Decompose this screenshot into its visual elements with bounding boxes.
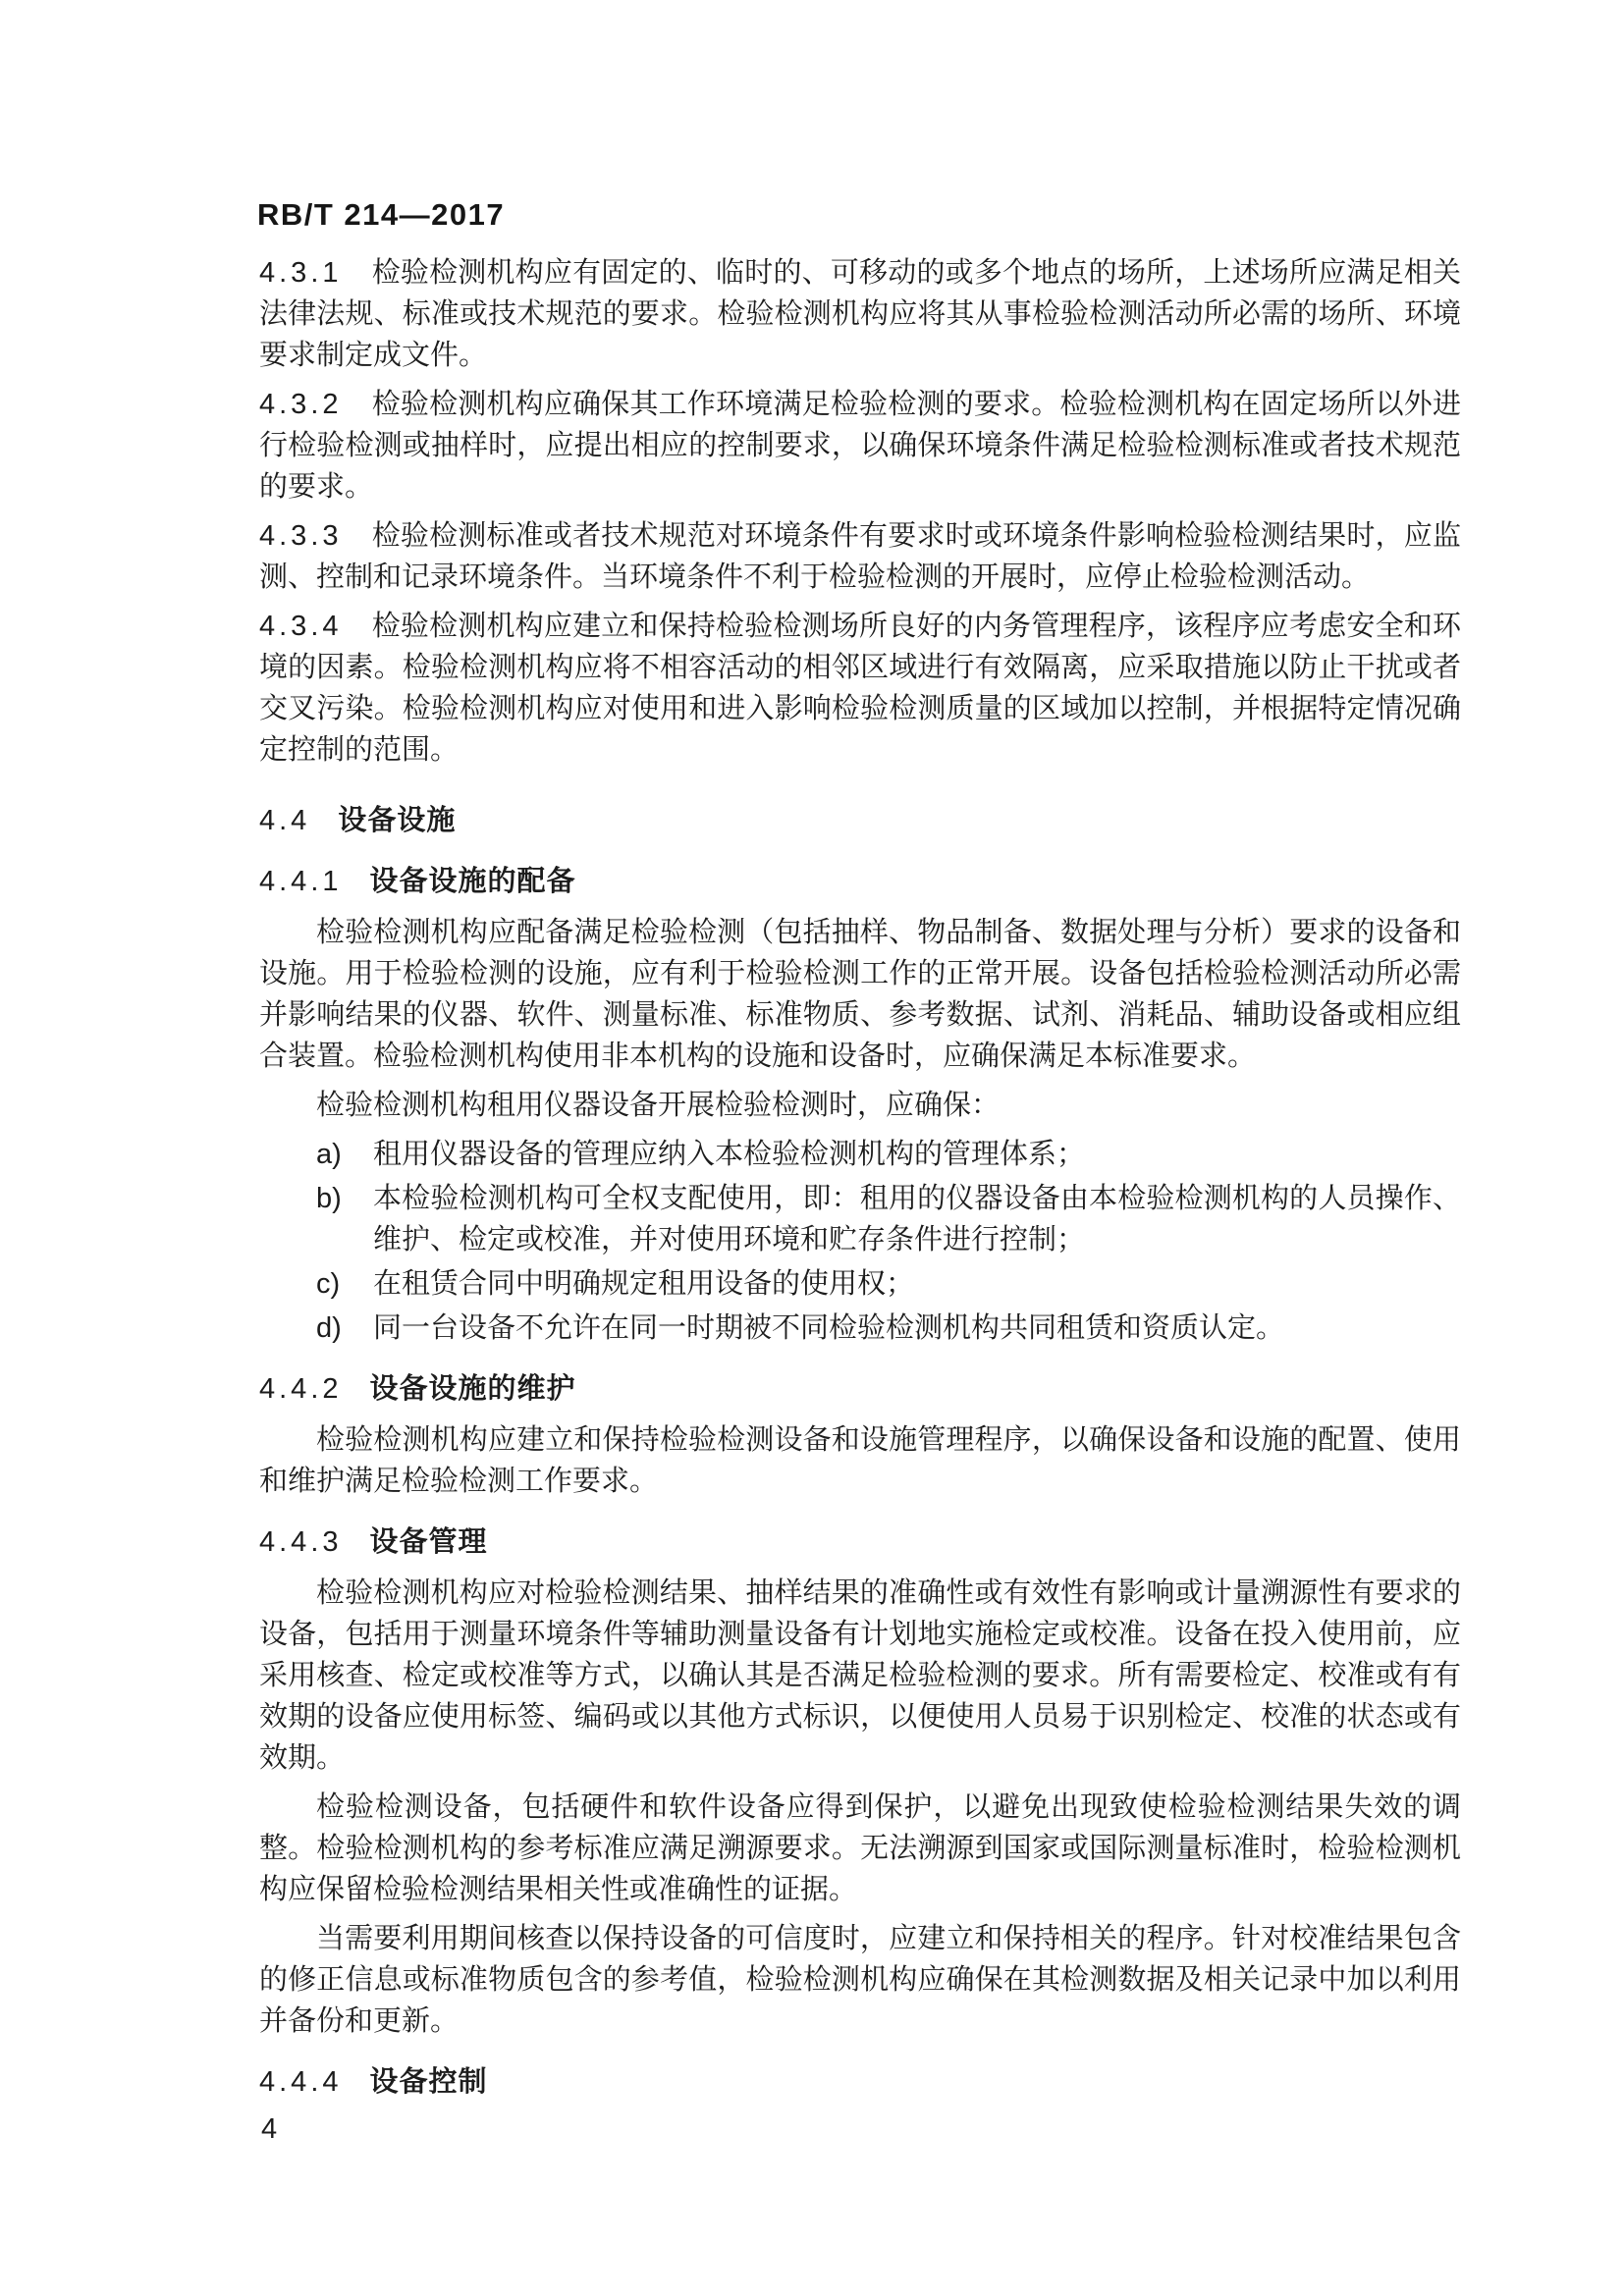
- clause-text: 检验检测机构应建立和保持检验检测场所良好的内务管理程序，该程序应考虑安全和环境的因素。检验检测机构应将不相容活动的相邻区域进行有效隔离，应采取措施以防止干扰或者交叉污染。检验检测机构应对使用和进入影响检验检测质量的区域加以控制，并根据特定情况确定控制的范围。: [259, 611, 1461, 766]
- paragraph-4-4-1-b: 检验检测机构租用仪器设备开展检验检测时，应确保：: [316, 1090, 1001, 1121]
- heading-title: 设备设施: [338, 805, 457, 836]
- heading-number: 4.4.2: [259, 1373, 343, 1405]
- list-marker: d): [316, 1312, 342, 1344]
- heading-number: 4.4.4: [259, 2066, 343, 2098]
- paragraph-4-4-1-a: 检验检测机构应配备满足检验检测（包括抽样、物品制备、数据处理与分析）要求的设备和设施。用于检验检测的设施，应有利于检验检测工作的正常开展。设备包括检验检测活动所必需并影响结果的仪器、软件、测量标准、标准物质、参考数据、试剂、消耗品、辅助设备或相应组合装置。检验检测机构使用非本机构的设施和设备时，应确保满足本标准要求。: [259, 917, 1461, 1072]
- standard-number-header: RB/T 214—2017: [257, 197, 506, 232]
- paragraph-4-4-3-a: 检验检测机构应对检验检测结果、抽样结果的准确性或有效性有影响或计量溯源性有要求的设备，包括用于测量环境条件等辅助测量设备有计划地实施检定或校准。设备在投入使用前，应采用核查、检定或校准等方式，以确认其是否满足检验检测的要求。所有需要检定、校准或有有效期的设备应使用标签、编码或以其他方式标识，以便使用人员易于识别检定、校准的状态或有效期。: [259, 1577, 1461, 1774]
- clause-text: 检验检测机构应确保其工作环境满足检验检测的要求。检验检测机构在固定场所以外进行检验检测或抽样时，应提出相应的控制要求，以确保环境条件满足检验检测标准或者技术规范的要求。: [259, 389, 1461, 503]
- heading-number: 4.4.1: [259, 866, 343, 897]
- heading-number: 4.4: [259, 805, 311, 836]
- list-item-text: 同一台设备不允许在同一时期被不同检验检测机构共同租赁和资质认定。: [373, 1312, 1285, 1344]
- heading-4-4-3: [259, 1522, 1461, 1563]
- heading-title: 设备控制: [369, 2066, 488, 2098]
- list-marker: c): [316, 1268, 341, 1300]
- clause-4-3-1: [259, 252, 1461, 376]
- clause-text: 检验检测标准或者技术规范对环境条件有要求时或环境条件影响检验检测结果时，应监测、控制和记录环境条件。当环境条件不利于检验检测的开展时，应停止检验检测活动。: [259, 520, 1461, 593]
- clause-4-3-3: [259, 515, 1461, 598]
- clause-4-3-4: [259, 606, 1461, 771]
- list-item-text: 租用仪器设备的管理应纳入本检验检测机构的管理体系；: [373, 1139, 1086, 1170]
- clause-number: 4.3.3: [259, 520, 343, 552]
- list-item-c: [259, 1263, 1461, 1305]
- heading-4-4: [259, 800, 1461, 841]
- list-item-b: [259, 1178, 1461, 1260]
- clause-number: 4.3.2: [259, 389, 343, 420]
- list-marker: a): [316, 1139, 342, 1170]
- list-item-a: [259, 1134, 1461, 1175]
- heading-title: 设备设施的维护: [369, 1373, 576, 1405]
- list-item-text: 在租赁合同中明确规定租用设备的使用权；: [373, 1268, 915, 1300]
- clause-text: 检验检测机构应有固定的、临时的、可移动的或多个地点的场所，上述场所应满足相关法律法规、标准或技术规范的要求。检验检测机构应将其从事检验检测活动所必需的场所、环境要求制定成文件。: [259, 257, 1461, 371]
- list-item-d: [259, 1308, 1461, 1349]
- list-item-text: 本检验检测机构可全权支配使用，即：租用的仪器设备由本检验检测机构的人员操作、维护、检定或校准，并对使用环境和贮存条件进行控制；: [373, 1183, 1461, 1255]
- heading-4-4-4: [259, 2061, 1461, 2103]
- page-content: [259, 252, 1461, 2112]
- heading-4-4-1: [259, 861, 1461, 902]
- paragraph-4-4-2: 检验检测机构应建立和保持检验检测设备和设施管理程序，以确保设备和设施的配置、使用和维护满足检验检测工作要求。: [259, 1424, 1461, 1497]
- paragraph-4-4-3-c: 当需要利用期间核查以保持设备的可信度时，应建立和保持相关的程序。针对校准结果包含的修正信息或标准物质包含的参考值，检验检测机构应确保在其检测数据及相关记录中加以利用并备份和更新。: [259, 1923, 1461, 2037]
- page-number: 4: [261, 2113, 278, 2145]
- clause-4-3-2: [259, 384, 1461, 507]
- lettered-list: [259, 1134, 1461, 1349]
- heading-4-4-2: [259, 1368, 1461, 1410]
- paragraph-4-4-3-b: 检验检测设备，包括硬件和软件设备应得到保护，以避免出现致使检验检测结果失效的调整。检验检测机构的参考标准应满足溯源要求。无法溯源到国家或国际测量标准时，检验检测机构应保留检验检测结果相关性或准确性的证据。: [259, 1791, 1461, 1905]
- clause-number: 4.3.4: [259, 611, 343, 642]
- list-marker: b): [316, 1183, 342, 1214]
- heading-title: 设备管理: [369, 1526, 488, 1558]
- clause-number: 4.3.1: [259, 257, 343, 289]
- heading-title: 设备设施的配备: [369, 866, 576, 897]
- heading-number: 4.4.3: [259, 1526, 343, 1558]
